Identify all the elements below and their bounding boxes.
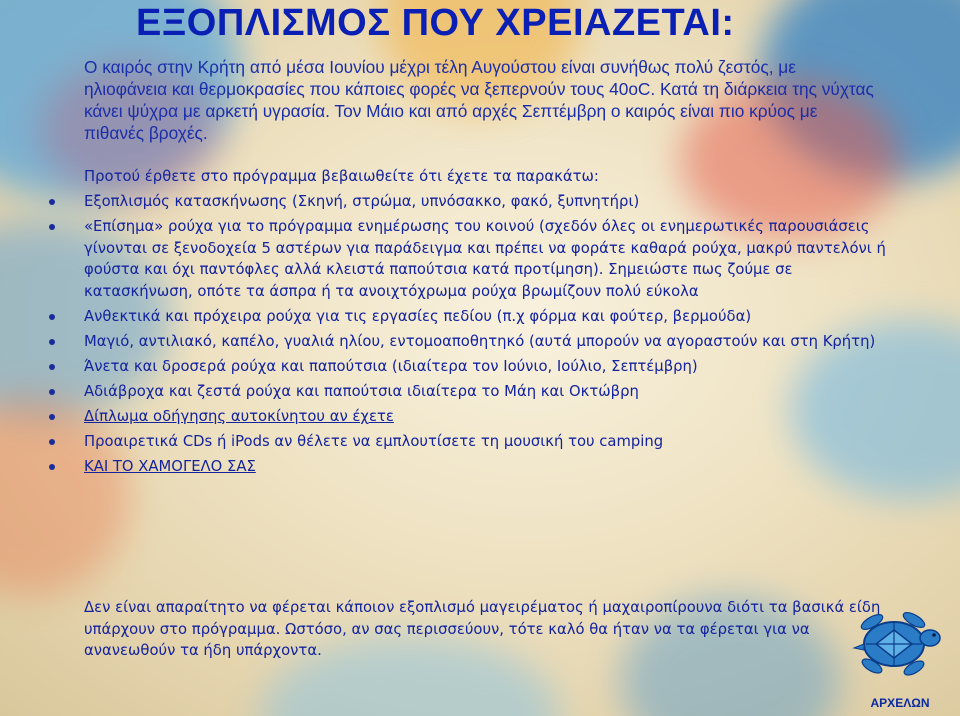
list-item: Ανθεκτικά και πρόχειρα ρούχα για τις εργασίες πεδίου (π.χ φόρμα και φούτερ, βερμούδα) xyxy=(84,306,894,328)
slide-title: ΕΞΟΠΛΙΣΜΟΣ ΠΟΥ ΧΡΕΙΑΖΕΤΑΙ: xyxy=(136,2,735,44)
list-lead: Προτού έρθετε στο πρόγραμμα βεβαιωθείτε ότι έχετε τα παρακάτω: xyxy=(84,168,599,185)
list-item: «Επίσημα» ρούχα για το πρόγραμμα ενημέρωσης του κοινού (σχεδόν όλες οι ενημερωτικές παρουσιάσεις γίνονται σε ξενοδοχεία 5 αστέρων για παράδειγμα και πρέπει να φοράτε καθαρά ρούχα, μακρύ παντελόνι ή φούστα και όχι παντόφλες αλλά κλειστά παπούτσια κατά προτίμηση). Σημειώστε πως ζούμε σε κατασκήνωση, οπότε τα άσπρα ή τα ανοιχτόχρωμα ρούχα βρωμίζουν πολύ εύκολα xyxy=(84,216,894,302)
equipment-list xyxy=(84,166,894,481)
list-item: Μαγιό, αντιλιακό, καπέλο, γυαλιά ηλίου, εντομοαποθητηκό (αυτά μπορούν να αγοραστούν και στη Κρήτη) xyxy=(84,331,894,353)
weather-intro: Ο καιρός στην Κρήτη από μέσα Ιουνίου μέχρι τέλη Αυγούστου είναι συνήθως πολύ ζεστός, με ηλιοφάνεια και θερμοκρασίες που κάποιες φορές να ξεπερνούν τους 40oC. Κατά τη διάρκεια της νύχτας κάνει ψύχρα με αρκετή υγρασία. Τον Μάιο και από αρχές Σεπτέμβρη ο καιρός είναι πιο κρύος με πιθανές βροχές. xyxy=(84,57,874,143)
closing-note: Δεν είναι απαραίτητο να φέρεται κάποιον εξοπλισμό μαγειρέματος ή μαχαιροπίρουνα διότι τα βασικά είδη υπάρχουν στο πρόγραμμα. Ωστόσο, αν σας περισσεύουν, τότε καλό θα ήταν να τα φέρεται για να ανανεωθούν τα ήδη υπάρχοντα. xyxy=(84,599,881,659)
list-item: Δίπλωμα οδήγησης αυτοκίνητου αν έχετε xyxy=(84,406,894,428)
logo-name: ΑΡΧΕΛΩΝ xyxy=(870,696,930,710)
list-item: Αδιάβροχα και ζεστά ρούχα και παπούτσια ιδιαίτερα το Μάη και Οκτώβρη xyxy=(84,381,894,403)
list-item: Εξοπλισμός κατασκήνωσης (Σκηνή, στρώμα, υπνόσακκο, φακό, ξυπνητήρι) xyxy=(84,191,894,213)
list-item: Προαιρετικά CDs ή iPods αν θέλετε να εμπλουτίσετε τη μουσική του camping xyxy=(84,431,894,453)
list-item: ΚΑΙ ΤΟ ΧΑΜΟΓΕΛΟ ΣΑΣ xyxy=(84,456,894,478)
list-item: Άνετα και δροσερά ρούχα και παπούτσια (ιδιαίτερα τον Ιούνιο, Ιούλιο, Σεπτέμβρη) xyxy=(84,356,894,378)
